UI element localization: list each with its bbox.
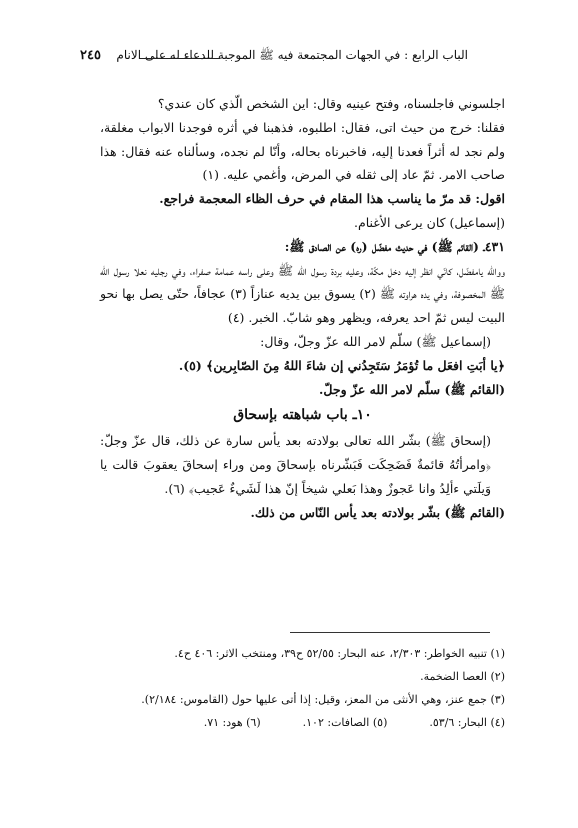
- footnote: (١) تنبيه الخواطر: ٢/٣٠٣، عنه البحار: ٥٢/٥٥ ح٣٩، ومنتخب الاثر: ٤٠٦ ح٤.: [174, 647, 505, 660]
- paragraph: (القائم ﷺ) سلّم لامر الله عزّ وجلّ.: [319, 381, 505, 397]
- footnote: (٥) الصافات: ١٠٢.: [302, 716, 388, 729]
- paragraph: اقول: قد مرّ ما يناسب هذا المقام في حرف الظاء المعجمة فراجع.: [159, 191, 505, 207]
- paragraph: (إسماعيل) كان يرعى الأغنام.: [354, 214, 505, 230]
- page-number: ٢٤٥: [80, 48, 101, 63]
- paragraph: اجلسوني فاجلسناه، وفتح عينيه وقال: اين الشخص الّذي كان عندي؟: [157, 96, 505, 111]
- running-head: الباب الرابع : في الجهات المجتمعة فيه ﷺ الموجبة للدعاء له على الانام: [116, 48, 468, 62]
- paragraph: ووالله يامفضّل، كانّي انظر إليه دخل مكّة، وعليه بردة رسول الله ﷺ وعلى راسه عمامة صفراء، وفي رجليه نعلا رسول الله ﷺ المخصوفة، وفي يده هراوته ﷺ (٢) يسوق بين يديه عنازاً (٣) عجافاً، حتّى يصل بها نحو البيت ليس ثمّ احد يعرفه، ويظهر وهو شابّ. الخبر. (٤): [100, 262, 506, 326]
- footnote: (٤) البحار: ٥٣/٦.: [429, 716, 505, 729]
- chapter-heading: ١٠ـ باب شباهته بإسحاق: [233, 407, 372, 424]
- footnote: (٣) جمع عنز، وهي الأنثى من المعز، وقيل: إذا أتى عليها حول (القاموس: ٢/١٨٤).: [141, 693, 505, 706]
- footnote-rule: [290, 632, 490, 633]
- paragraph: فقلنا: خرج من حيث اتى، فقال: اطلبوه، فذهبنا في أثره فوجدنا الابواب مغلقة، ولم نجد له أثراً فعدنا إليه، فاخبرناه بحاله، وأنّا لم نجده، وسألناه عنه فقال: هذا صاحب الامر. ثمّ عاد إلى ثقله في المرض، وأغمي عليه. (١): [100, 119, 505, 183]
- footnote: (٦) هود: ٧١.: [203, 716, 261, 729]
- paragraph: ٤٣١ـ (القائم ﷺ) في حديث مفضّل (ره) عن الصادق ﷺ:: [284, 238, 505, 254]
- quran-verse: ﴿يا أبَتِ افعَل ما تُؤمَرُ سَتَجِدُني إن شاءَ اللهُ مِنَ الصّابِرين﴾ (٥).: [178, 357, 505, 373]
- header-rule: [140, 58, 220, 59]
- page-header: [80, 48, 468, 70]
- footnote: (٢) العصا الضخمة.: [420, 670, 505, 683]
- paragraph: (إسحاق ﷺ) بشّر الله تعالى بولادته بعد يأس سارة عن ذلك، قال عزّ وجلّ: ﴿وامرأتُهُ قائمةٌ فَضَحِكَت فَبَشّرناه بإسحاقَ ومن وراء إسحاقَ يعقوبَ قالت يا وَيلَتي ءألِدُ وانا عَجوزٌ وهذا بَعلي شيخاً إنّ هذا لَشَيءٌ عَجيب﴾ (٦).: [100, 433, 491, 496]
- footnotes: [100, 642, 505, 734]
- main-text: [100, 92, 505, 525]
- paragraph: (إسماعيل ﷺ) سلّم لامر الله عزّ وجلّ، وقال:: [260, 333, 491, 349]
- footnote-row: [100, 711, 505, 734]
- paragraph: (القائم ﷺ) بشّر بولادته بعد يأس النّاس من ذلك.: [250, 504, 505, 520]
